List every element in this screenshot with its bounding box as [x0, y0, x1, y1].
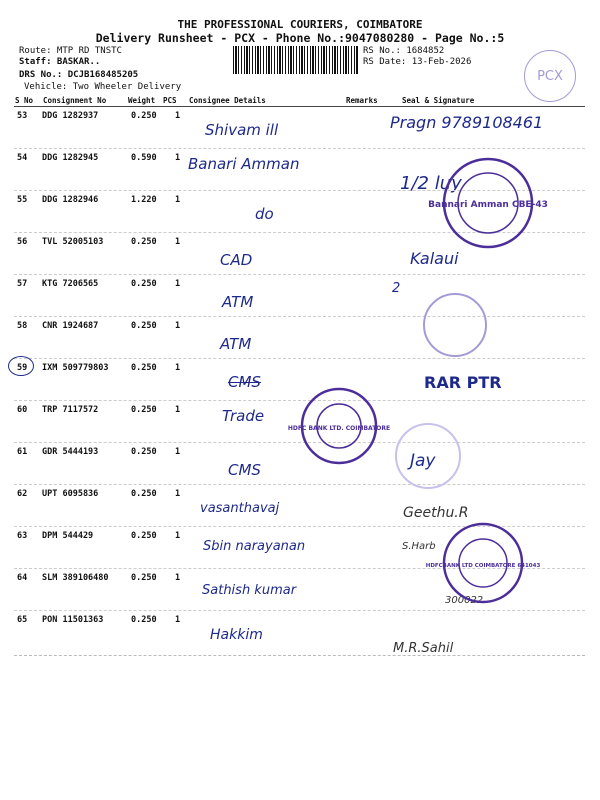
- row-weight: 0.250: [131, 615, 157, 625]
- row-sno: 56: [17, 237, 28, 247]
- row-divider: [14, 148, 585, 149]
- consignee-handwriting: Hakkim: [210, 627, 263, 643]
- row-sno: 54: [17, 153, 28, 163]
- col-seal-signature: Seal & Signature: [402, 96, 475, 105]
- row-sno: 61: [17, 447, 28, 457]
- hdfc-seal-row63-text: HDFCBANK LTD COIMBATORE 641043: [425, 563, 541, 569]
- row-weight: 0.250: [131, 279, 157, 289]
- signature: RAR PTR: [424, 373, 502, 392]
- signature: Kalaui: [410, 249, 459, 268]
- row-consignment: TVL 52005103: [42, 237, 104, 247]
- hdfc-seal-trade-text: HDFC BANK LTD. COIMBATORE: [287, 425, 391, 432]
- row-consignment: DPM 544429: [42, 531, 94, 541]
- row-weight: 0.250: [131, 447, 157, 457]
- table-row: [0, 279, 600, 321]
- row-consignment: UPT 6095836: [42, 489, 99, 499]
- consignee-handwriting: vasanthavaj: [200, 501, 280, 516]
- row-sno: 65: [17, 615, 28, 625]
- row-consignment: CNR 1924687: [42, 321, 99, 331]
- faint-seal-cms: [392, 420, 464, 492]
- row-divider: [14, 484, 585, 485]
- hdfc-seal-row63: [425, 520, 541, 606]
- signature: S.Harb: [402, 541, 436, 552]
- row-pcs: 1: [175, 279, 181, 289]
- row-consignment: GDR 5444193: [42, 447, 99, 457]
- col-sno: S No: [15, 96, 34, 105]
- signature: Jay: [410, 451, 436, 471]
- staff-text: Staff: BASKAR..: [19, 57, 101, 67]
- vehicle-text: Vehicle: Two Wheeler Delivery: [24, 82, 182, 92]
- row-pcs: 1: [175, 321, 181, 331]
- row-sno: 57: [17, 279, 28, 289]
- row-divider: [14, 610, 585, 611]
- row-weight: 0.250: [131, 489, 157, 499]
- table-row: [0, 111, 600, 153]
- col-consignee: Consignee Details: [189, 96, 266, 105]
- row-divider: [14, 358, 585, 359]
- row-sno: 55: [17, 195, 28, 205]
- row-weight: 0.250: [131, 531, 157, 541]
- row-pcs: 1: [175, 531, 181, 541]
- col-consignment: Consignment No: [43, 96, 107, 105]
- row-sno: 59: [17, 363, 28, 373]
- row-weight: 0.250: [131, 237, 157, 247]
- table-row: [0, 321, 600, 363]
- row-pcs: 1: [175, 615, 181, 625]
- col-pcs: PCS: [163, 96, 177, 105]
- row-consignment: KTG 7206565: [42, 279, 99, 289]
- row-weight: 0.250: [131, 321, 157, 331]
- row-pcs: 1: [175, 489, 181, 499]
- rs-date: RS Date: 13-Feb-2026: [363, 57, 472, 67]
- consignee-handwriting: Sbin narayanan: [203, 539, 306, 554]
- company-title: THE PROFESSIONAL COURIERS, COIMBATORE: [177, 18, 423, 31]
- bottom-rule: [14, 655, 585, 656]
- row-pcs: 1: [175, 195, 181, 205]
- signature: 1/2 luy: [400, 173, 462, 194]
- row-pcs: 1: [175, 405, 181, 415]
- consignee-handwriting: Shivam ill: [205, 121, 279, 139]
- row-weight: 0.590: [131, 153, 157, 163]
- signature: Pragn 9789108461: [390, 113, 544, 132]
- row-consignment: SLM 389106480: [42, 573, 109, 583]
- row-pcs: 1: [175, 111, 181, 121]
- row-sno: 62: [17, 489, 28, 499]
- row-divider: [14, 316, 585, 317]
- row-consignment: DDG 1282946: [42, 195, 99, 205]
- consignee-handwriting: CMS: [228, 461, 261, 479]
- consignee-handwriting: Banari Amman: [188, 155, 300, 173]
- row-pcs: 1: [175, 237, 181, 247]
- row-pcs: 1: [175, 447, 181, 457]
- faint-seal-atm: [420, 290, 490, 360]
- row-consignment: TRP 7117572: [42, 405, 99, 415]
- signature: Geethu.R: [403, 505, 469, 521]
- row-weight: 1.220: [131, 195, 157, 205]
- header-rule: [14, 106, 585, 107]
- bannari-seal-text: Bannari Amman CBE-43: [428, 200, 548, 210]
- drs-number: DRS No.: DCJB168485205: [19, 70, 139, 80]
- col-remarks: Remarks: [346, 96, 378, 105]
- row-pcs: 1: [175, 363, 181, 373]
- route-text: Route: MTP RD TNSTC: [19, 46, 122, 56]
- signature: 300022: [445, 595, 484, 606]
- barcode: [233, 46, 358, 74]
- row-sno: 63: [17, 531, 28, 541]
- row-consignment: PON 11501363: [42, 615, 104, 625]
- consignee-handwriting: CAD: [220, 251, 253, 269]
- row-sno: 64: [17, 573, 28, 583]
- row-weight: 0.250: [131, 405, 157, 415]
- row-divider: [14, 274, 585, 275]
- pcx-stamp: [524, 50, 576, 102]
- row-consignment: DDG 1282937: [42, 111, 99, 121]
- consignee-handwriting: ATM: [220, 335, 252, 353]
- consignee-handwriting: do: [255, 205, 274, 223]
- consignee-handwriting: CMS: [228, 373, 261, 391]
- row-weight: 0.250: [131, 573, 157, 583]
- rs-number: RS No.: 1684852: [363, 46, 445, 56]
- row-weight: 0.250: [131, 111, 157, 121]
- col-weight: Weight: [128, 96, 156, 105]
- consignee-handwriting: Trade: [222, 407, 265, 425]
- hdfc-seal-trade: [287, 385, 391, 467]
- signature: 2: [392, 281, 401, 296]
- row-sno: 60: [17, 405, 28, 415]
- row-consignment: IXM 509779803: [42, 363, 109, 373]
- signature: M.R.Sahil: [393, 641, 454, 656]
- runsheet-title: Delivery Runsheet - PCX - Phone No.:9047080280 - Page No.:5: [95, 31, 505, 45]
- consignee-handwriting: ATM: [222, 293, 254, 311]
- pcx-stamp-text: PCX: [537, 68, 563, 84]
- row-sno: 53: [17, 111, 28, 121]
- row-pcs: 1: [175, 573, 181, 583]
- table-row: [0, 615, 600, 657]
- row-pcs: 1: [175, 153, 181, 163]
- row-consignment: DDG 1282945: [42, 153, 99, 163]
- row-sno: 58: [17, 321, 28, 331]
- consignee-handwriting: Sathish kumar: [202, 583, 297, 598]
- row-weight: 0.250: [131, 363, 157, 373]
